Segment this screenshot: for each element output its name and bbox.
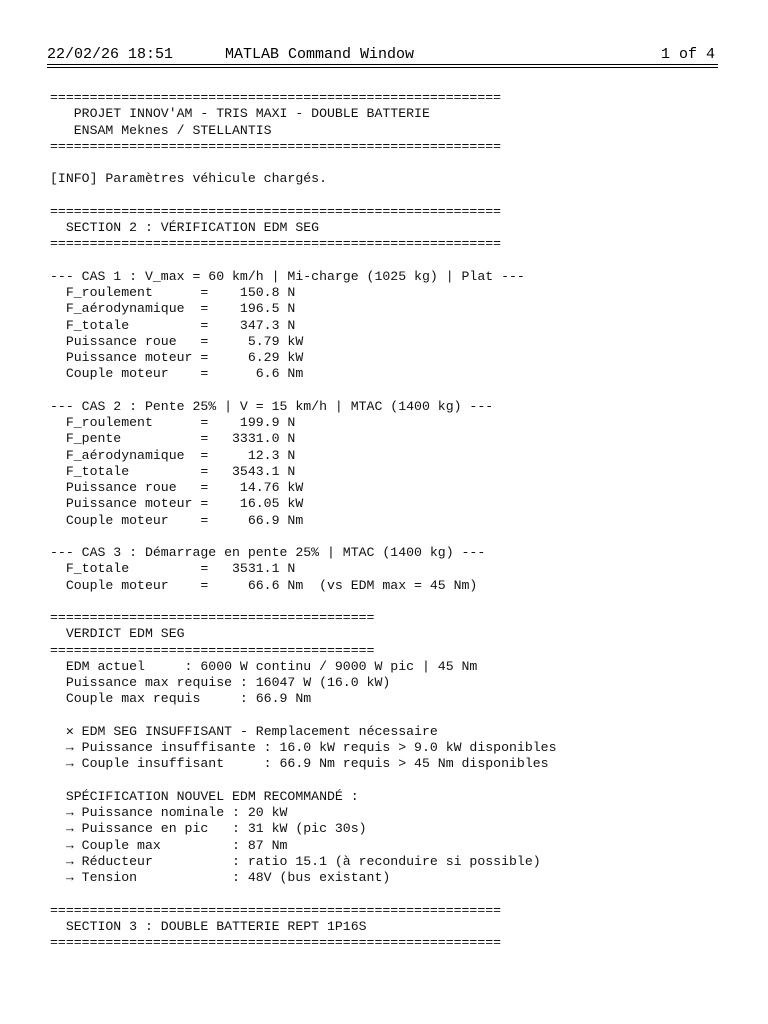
console-line: → Réducteur : ratio 15.1 (à reconduire si possible)	[50, 853, 541, 869]
page-header	[47, 45, 717, 65]
console-line: =========================================	[50, 642, 375, 658]
console-line: F_totale = 3543.1 N	[50, 463, 296, 479]
console-line: --- CAS 1 : V_max = 60 km/h | Mi-charge (1025 kg) | Plat ---	[50, 268, 525, 284]
console-line: =========================================================	[50, 902, 502, 918]
console-line: F_aérodynamique = 196.5 N	[50, 301, 296, 317]
console-line: F_roulement = 150.8 N	[50, 285, 296, 300]
console-line: → Puissance en pic : 31 kW (pic 30s)	[50, 821, 367, 837]
console-line	[50, 188, 750, 204]
console-line: Couple max requis : 66.9 Nm	[50, 691, 312, 707]
console-line: → Puissance insuffisante : 16.0 kW requis > 9.0 kW disponibles	[50, 740, 557, 755]
console-line: → Couple insuffisant : 66.9 Nm requis > 45 Nm disponibles	[50, 756, 549, 772]
console-line: Puissance max requise : 16047 W (16.0 kW)	[50, 675, 391, 690]
console-line: ✕ EDM SEG INSUFFISANT - Remplacement nécessaire	[50, 723, 438, 739]
console-line: → Tension : 48V (bus existant)	[50, 870, 391, 885]
console-line: ENSAM Meknes / STELLANTIS	[50, 122, 272, 138]
console-line: → Puissance nominale : 20 kW	[50, 805, 288, 820]
console-line: Puissance moteur = 6.29 kW	[50, 350, 304, 365]
console-line: Puissance roue = 5.79 kW	[50, 333, 304, 349]
console-line: --- CAS 2 : Pente 25% | V = 15 km/h | MTAC (1400 kg) ---	[50, 398, 494, 414]
console-line	[50, 253, 750, 269]
print-datetime: 22/02/26 18:51	[47, 46, 174, 63]
console-line: =========================================================	[50, 138, 502, 154]
console-line: SPÉCIFICATION NOUVEL EDM RECOMMANDÉ :	[50, 788, 359, 804]
console-line: F_totale = 347.3 N	[50, 317, 296, 333]
console-line: F_roulement = 199.9 N	[50, 415, 296, 430]
window-title: MATLAB Command Window	[225, 46, 415, 63]
console-line: =========================================================	[50, 90, 502, 105]
console-line: PROJET INNOV'AM - TRIS MAXI - DOUBLE BATTERIE	[50, 106, 430, 122]
console-line	[50, 708, 750, 724]
console-line: =========================================================	[50, 236, 502, 252]
console-line: F_totale = 3531.1 N	[50, 561, 296, 577]
console-line: =========================================	[50, 610, 375, 625]
console-line: =========================================================	[50, 935, 502, 950]
console-line: =========================================================	[50, 203, 502, 219]
console-line: Puissance moteur = 16.05 kW	[50, 496, 304, 512]
page-number: 1 of 4	[660, 46, 715, 63]
console-line: Couple moteur = 66.9 Nm	[50, 512, 304, 528]
console-line: --- CAS 3 : Démarrage en pente 25% | MTAC (1400 kg) ---	[50, 545, 486, 560]
console-line: F_pente = 3331.0 N	[50, 431, 296, 447]
console-line	[50, 383, 750, 399]
console-line: [INFO] Paramètres véhicule chargés.	[50, 171, 327, 187]
console-line: → Couple max : 87 Nm	[50, 837, 288, 853]
console-line: Puissance roue = 14.76 kW	[50, 480, 304, 495]
console-line	[50, 529, 750, 545]
console-line: SECTION 3 : DOUBLE BATTERIE REPT 1P16S	[50, 918, 367, 934]
console-line	[50, 594, 750, 610]
console-line	[50, 773, 750, 789]
console-line: Couple moteur = 66.6 Nm (vs EDM max = 45 Nm)	[50, 577, 478, 593]
console-line	[50, 155, 750, 171]
header-double-rule	[47, 64, 718, 68]
console-line: F_aérodynamique = 12.3 N	[50, 447, 296, 463]
console-line: EDM actuel : 6000 W continu / 9000 W pic | 45 Nm	[50, 658, 478, 674]
console-line: Couple moteur = 6.6 Nm	[50, 366, 304, 382]
console-line: SECTION 2 : VÉRIFICATION EDM SEG	[50, 220, 320, 235]
console-line	[50, 886, 750, 902]
console-line: VERDICT EDM SEG	[50, 626, 185, 642]
command-window-output	[50, 90, 750, 951]
